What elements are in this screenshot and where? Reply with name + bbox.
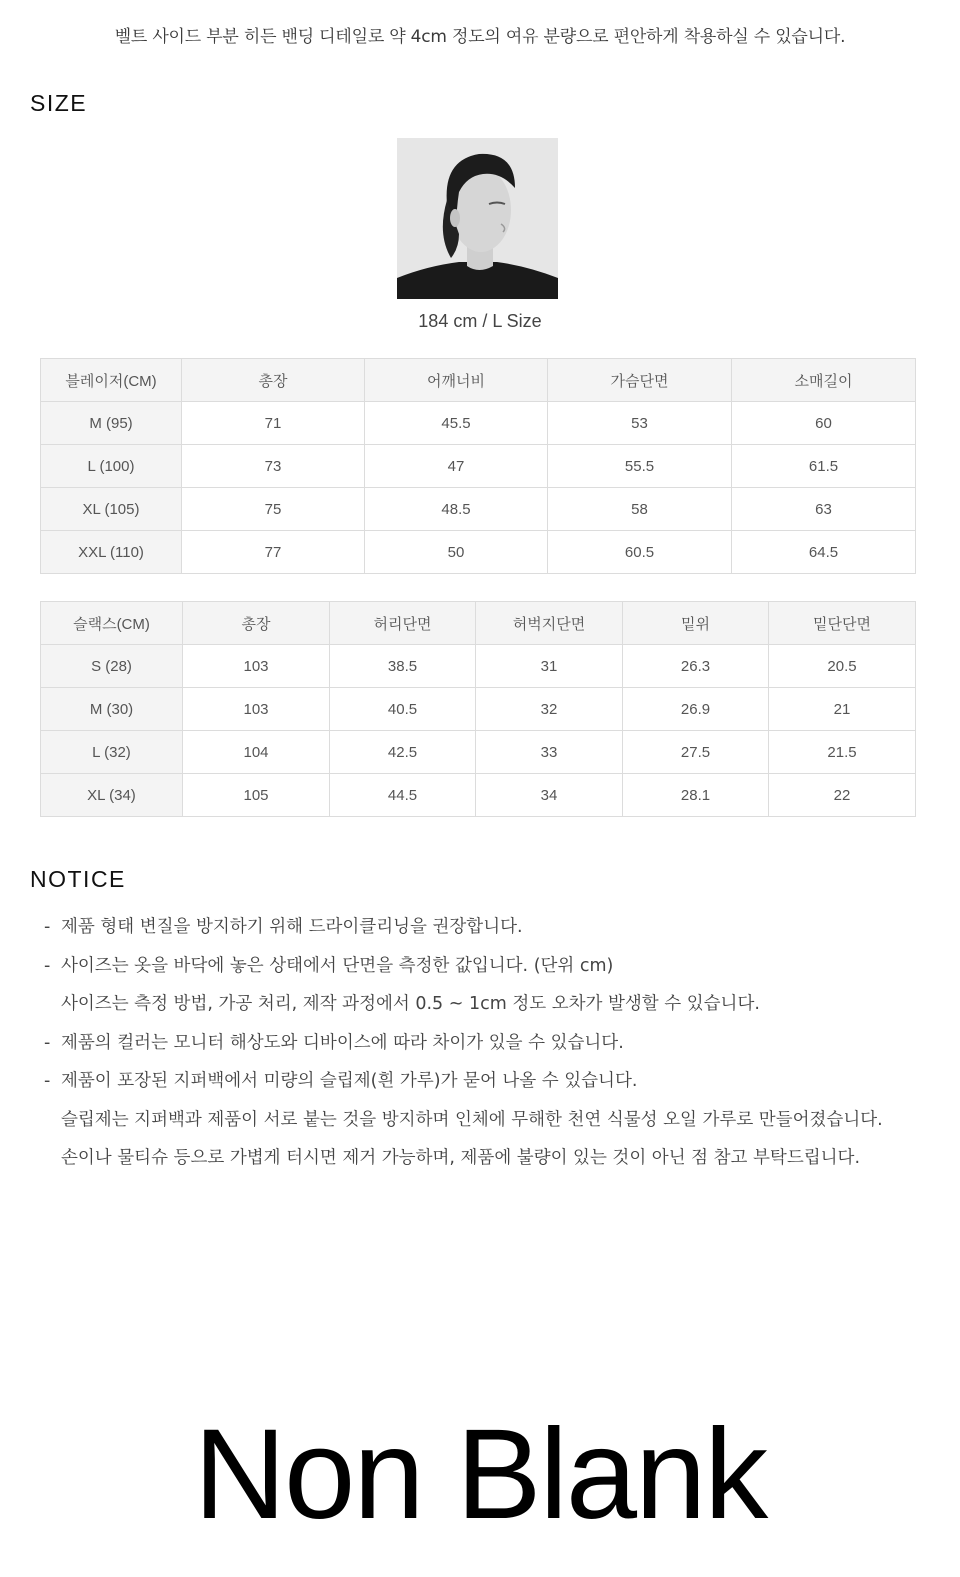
table-row — [41, 774, 916, 817]
table-header-cell: 어깨너비 — [365, 359, 548, 402]
table-cell: M (30) — [41, 688, 183, 731]
blazer-size-table — [40, 358, 916, 574]
table-row — [41, 445, 916, 488]
table-cell: XXL (110) — [41, 531, 182, 574]
table-cell: 21 — [769, 688, 916, 731]
table-cell: 53 — [548, 402, 732, 445]
table-header-cell: 허벅지단면 — [476, 602, 623, 645]
table-cell: 71 — [182, 402, 365, 445]
table-row — [41, 488, 916, 531]
table-cell: 63 — [732, 488, 916, 531]
table-cell: 61.5 — [732, 445, 916, 488]
table-cell: 21.5 — [769, 731, 916, 774]
table-cell: XL (105) — [41, 488, 182, 531]
table-cell: 64.5 — [732, 531, 916, 574]
table-cell: L (100) — [41, 445, 182, 488]
model-photo — [397, 138, 558, 299]
notice-item-text: 제품이 포장된 지퍼백에서 미량의 슬립제(흰 가루)가 묻어 나올 수 있습니다. — [61, 1071, 638, 1091]
notice-item — [44, 985, 934, 1024]
notice-item-text: 슬립제는 지퍼백과 제품이 서로 붙는 것을 방지하며 인체에 무해한 천연 식물성 오일 가루로 만들어졌습니다. — [61, 1109, 883, 1130]
table-cell: 28.1 — [623, 774, 769, 817]
table-header-cell: 총장 — [182, 359, 365, 402]
notice-item-text: 손이나 물티슈 등으로 가볍게 터시면 제거 가능하며, 제품에 불량이 있는 것이 아닌 점 참고 부탁드립니다. — [61, 1148, 861, 1168]
brand-logo: Non Blank — [193, 1403, 767, 1546]
table-header-cell: 밑단단면 — [769, 602, 916, 645]
table-cell: XL (34) — [41, 774, 183, 817]
notice-section-title: NOTICE — [30, 866, 126, 892]
notice-list — [44, 908, 934, 1178]
notice-item-text: 제품의 컬러는 모니터 해상도와 디바이스에 따라 차이가 있을 수 있습니다. — [61, 1032, 624, 1053]
table-header-cell: 허리단면 — [330, 602, 476, 645]
table-cell: 103 — [183, 688, 330, 731]
table-cell: 60.5 — [548, 531, 732, 574]
slacks-size-table — [40, 601, 916, 817]
model-caption: 184 cm / L Size — [418, 311, 542, 331]
table-cell: 104 — [183, 731, 330, 774]
notice-item — [44, 1101, 934, 1140]
table-cell: 26.3 — [623, 645, 769, 688]
table-cell: S (28) — [41, 645, 183, 688]
notice-item — [44, 1139, 934, 1178]
table-cell: 58 — [548, 488, 732, 531]
table-cell: 47 — [365, 445, 548, 488]
table-header-row — [41, 602, 916, 645]
table-cell: 42.5 — [330, 731, 476, 774]
table-cell: 45.5 — [365, 402, 548, 445]
table-cell: 105 — [183, 774, 330, 817]
table-cell: 48.5 — [365, 488, 548, 531]
size-section-title: SIZE — [30, 90, 88, 116]
table-header-cell: 총장 — [183, 602, 330, 645]
notice-dash: - — [44, 1071, 51, 1091]
notice-item — [44, 1024, 934, 1063]
notice-dash: - — [44, 917, 51, 937]
table-cell: M (95) — [41, 402, 182, 445]
notice-item — [44, 947, 934, 986]
notice-dash: - — [44, 955, 51, 976]
table-cell: 103 — [183, 645, 330, 688]
notice-item — [44, 1062, 934, 1101]
table-cell: 73 — [182, 445, 365, 488]
table-cell: 33 — [476, 731, 623, 774]
table-row — [41, 531, 916, 574]
table-cell: 75 — [182, 488, 365, 531]
table-row — [41, 402, 916, 445]
table-cell: 38.5 — [330, 645, 476, 688]
table-cell: 31 — [476, 645, 623, 688]
table-header-cell: 블레이저(CM) — [41, 359, 182, 402]
table-cell: 34 — [476, 774, 623, 817]
table-cell: 40.5 — [330, 688, 476, 731]
table-row — [41, 645, 916, 688]
table-header-cell: 소매길이 — [732, 359, 916, 402]
table-cell: 27.5 — [623, 731, 769, 774]
notice-dash: - — [44, 1032, 51, 1053]
table-cell: 55.5 — [548, 445, 732, 488]
table-header-cell: 가슴단면 — [548, 359, 732, 402]
table-cell: 60 — [732, 402, 916, 445]
table-cell: 44.5 — [330, 774, 476, 817]
table-header-cell: 밑위 — [623, 602, 769, 645]
table-cell: 20.5 — [769, 645, 916, 688]
table-header-cell: 슬랙스(CM) — [41, 602, 183, 645]
table-cell: 32 — [476, 688, 623, 731]
table-cell: 50 — [365, 531, 548, 574]
table-cell: 26.9 — [623, 688, 769, 731]
notice-item-text: 제품 형태 변질을 방지하기 위해 드라이클리닝을 권장합니다. — [61, 917, 523, 937]
notice-item-text: 사이즈는 측정 방법, 가공 처리, 제작 과정에서 0.5 ~ 1cm 정도 오차가 발생할 수 있습니다. — [61, 994, 760, 1014]
table-cell: L (32) — [41, 731, 183, 774]
table-cell: 77 — [182, 531, 365, 574]
notice-item — [44, 908, 934, 947]
table-header-row — [41, 359, 916, 402]
table-cell: 22 — [769, 774, 916, 817]
table-row — [41, 688, 916, 731]
intro-text: 벨트 사이드 부분 히든 밴딩 디테일로 약 4cm 정도의 여유 분량으로 편안하게 착용하실 수 있습니다. — [114, 27, 846, 47]
notice-item-text: 사이즈는 옷을 바닥에 놓은 상태에서 단면을 측정한 값입니다. (단위 cm) — [61, 955, 614, 976]
table-row — [41, 731, 916, 774]
